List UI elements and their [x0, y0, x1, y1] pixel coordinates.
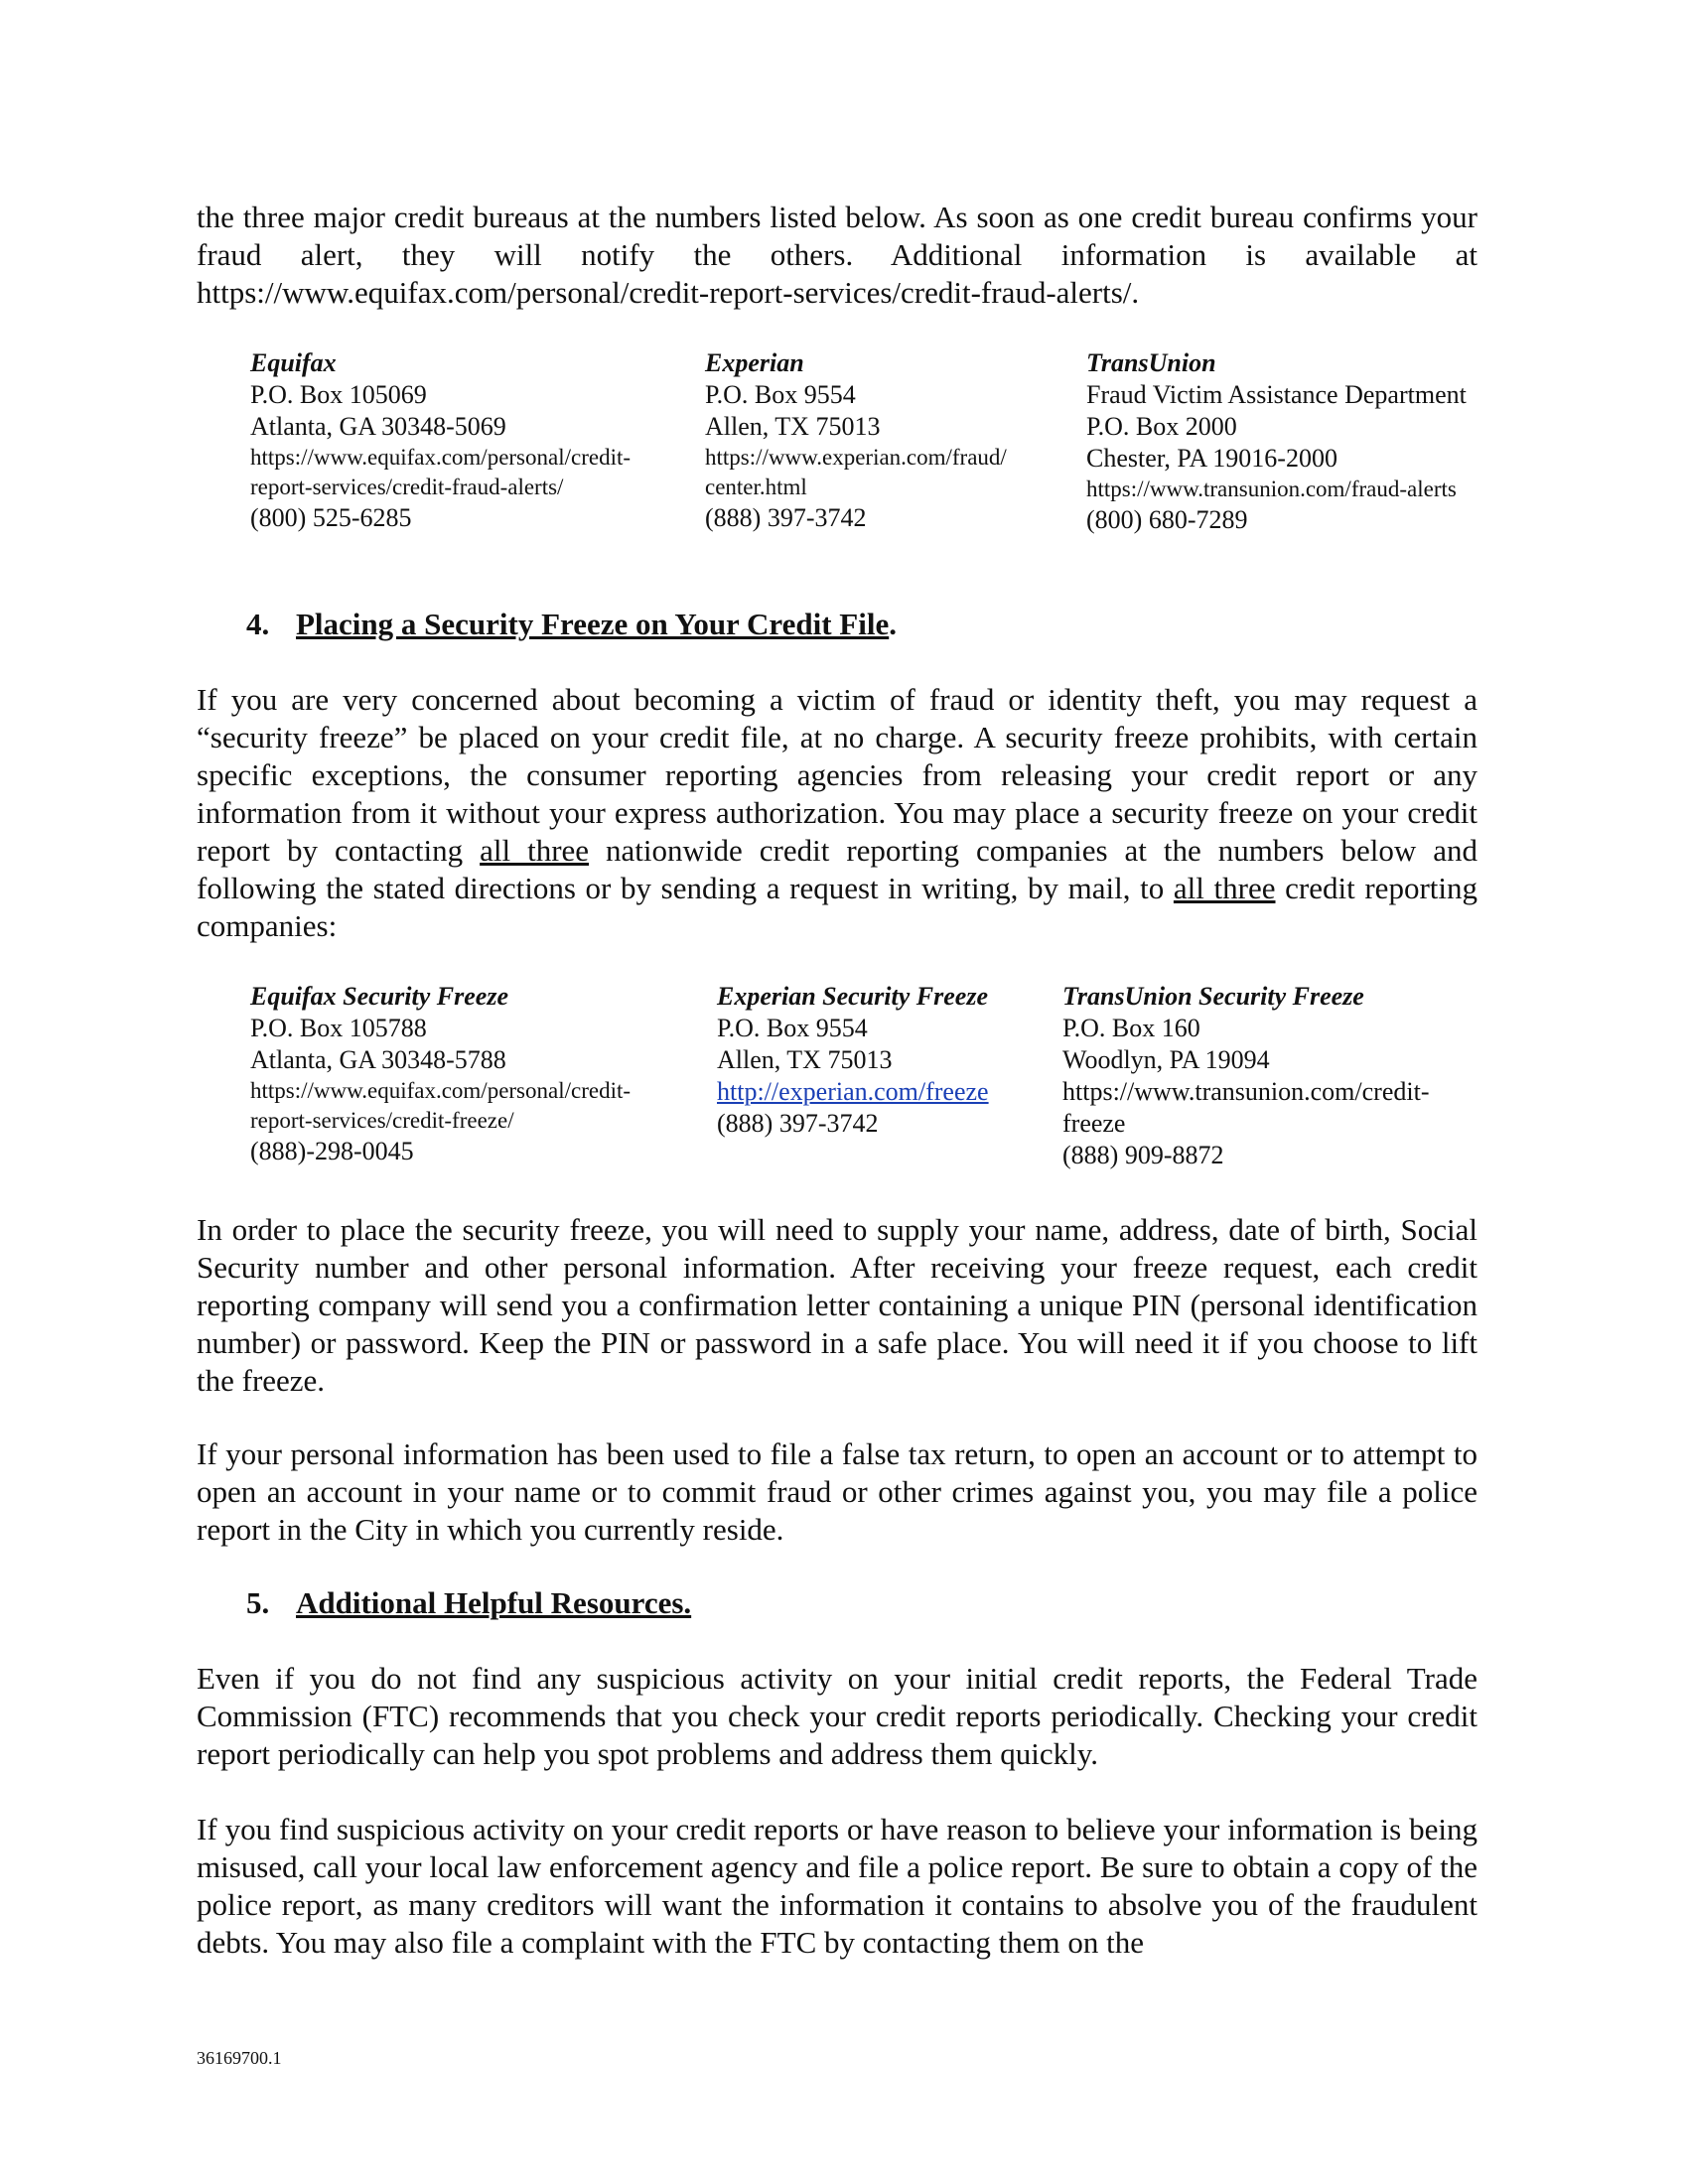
underlined-text: all three — [1173, 871, 1276, 905]
section-title-period: . — [889, 607, 897, 641]
address-line: P.O. Box 105069 — [250, 380, 427, 409]
address-line: P.O. Box 9554 — [705, 380, 856, 409]
security-freeze-paragraph — [197, 681, 1477, 945]
intro-paragraph: the three major credit bureaus at the numbers listed below. As soon as one credit bureau confirms your fraud alert, they will notify the others. Additional information is available at https://www.equifax.com/personal/credit-report-services/credit-fraud-alerts/. — [197, 200, 1477, 310]
bureau-phone: (888) 397-3742 — [705, 503, 867, 532]
bureau-name: Equifax Security Freeze — [250, 982, 508, 1011]
bureau-phone: (800) 680-7289 — [1086, 505, 1248, 534]
address-line: Atlanta, GA 30348-5069 — [250, 412, 506, 441]
bureau-phone: (888) 909-8872 — [1062, 1141, 1224, 1169]
transunion-fraud-address — [1086, 347, 1467, 536]
section-5-heading — [246, 1584, 691, 1622]
transunion-freeze-address — [1062, 981, 1429, 1171]
address-line: Allen, TX 75013 — [717, 1045, 893, 1074]
section-4-heading — [246, 606, 897, 643]
paragraph-text: nationwide credit reporting companies at the numbers below and following the stated directions or by sending a request in writing, by mail, to — [197, 833, 1477, 905]
bureau-name: TransUnion Security Freeze — [1062, 982, 1364, 1011]
bureau-url: center.html — [705, 475, 807, 499]
bureau-url: https://www.transunion.com/credit- — [1062, 1077, 1430, 1106]
freeze-info-paragraph: In order to place the security freeze, you will need to supply your name, address, date of birth, Social Security number and other personal information. After receiving your freeze request, each credit reporting company will send you a confirmation letter containing a unique PIN (personal identification number) or password. Keep the PIN or password in a safe place. You will need it if you choose to lift the freeze. — [197, 1212, 1477, 1398]
underlined-text: all three — [480, 833, 590, 868]
bureau-url: https://www.experian.com/fraud/ — [705, 445, 1007, 470]
bureau-url: freeze — [1062, 1109, 1126, 1138]
address-line: Fraud Victim Assistance Department — [1086, 380, 1467, 409]
bureau-name: TransUnion — [1086, 348, 1216, 377]
address-line: P.O. Box 160 — [1062, 1014, 1200, 1042]
address-line: Woodlyn, PA 19094 — [1062, 1045, 1270, 1074]
bureau-url: https://www.equifax.com/personal/credit- — [250, 1078, 632, 1103]
section-number: 5. — [246, 1585, 270, 1620]
suspicious-activity-paragraph: If you find suspicious activity on your credit reports or have reason to believe your information is being misused, call your local law enforcement agency and file a police report. Be sure to obtain a copy of the police report, as many creditors will want the information it contains to absolve you of the fraudulent debts. You may also file a complaint with the FTC by contacting them on the — [197, 1812, 1477, 1960]
paragraph-text: If you are very concerned about becoming a victim of fraud or identity theft, you may request a “security freeze” be placed on your credit file, at no charge. A security freeze prohibits, with certain specific exceptions, the consumer reporting agencies from releasing your credit report or any information from it without your express authorization. You may place a security freeze on your credit report by contacting — [197, 682, 1477, 868]
equifax-freeze-address — [250, 981, 631, 1167]
address-line: P.O. Box 9554 — [717, 1014, 868, 1042]
bureau-phone: (888) 397-3742 — [717, 1109, 879, 1138]
bureau-url: report-services/credit-fraud-alerts/ — [250, 475, 564, 499]
equifax-fraud-address — [250, 347, 631, 534]
bureau-url: report-services/credit-freeze/ — [250, 1108, 514, 1133]
address-line: P.O. Box 2000 — [1086, 412, 1237, 441]
bureau-url: https://www.equifax.com/personal/credit- — [250, 445, 632, 470]
experian-fraud-address — [705, 347, 1007, 534]
section-title: Placing a Security Freeze on Your Credit File — [296, 607, 890, 641]
paragraph-text: credit reporting companies: — [197, 871, 1477, 943]
bureau-phone: (800) 525-6285 — [250, 503, 412, 532]
bureau-phone: (888)-298-0045 — [250, 1137, 414, 1165]
police-report-paragraph: If your personal information has been used to file a false tax return, to open an account or to attempt to open an account in your name or to commit fraud or other crimes against you, you may file a police report in the City in which you currently reside. — [197, 1436, 1477, 1547]
section-title: Additional Helpful Resources. — [296, 1585, 692, 1620]
bureau-url: https://www.transunion.com/fraud-alerts — [1086, 477, 1457, 501]
address-line: Chester, PA 19016-2000 — [1086, 444, 1337, 473]
experian-freeze-link[interactable]: http://experian.com/freeze — [717, 1077, 989, 1106]
bureau-name: Experian Security Freeze — [717, 982, 988, 1011]
ftc-recommendation-paragraph: Even if you do not find any suspicious activity on your initial credit reports, the Federal Trade Commission (FTC) recommends that you check your credit reports periodically. Checking your credit report periodically can help you spot problems and address them quickly. — [197, 1661, 1477, 1771]
bureau-name: Experian — [705, 348, 804, 377]
section-number: 4. — [246, 607, 270, 641]
address-line: P.O. Box 105788 — [250, 1014, 427, 1042]
address-line: Allen, TX 75013 — [705, 412, 881, 441]
bureau-name: Equifax — [250, 348, 337, 377]
address-line: Atlanta, GA 30348-5788 — [250, 1045, 506, 1074]
document-number: 36169700.1 — [197, 2048, 282, 2068]
experian-freeze-address — [717, 981, 989, 1140]
